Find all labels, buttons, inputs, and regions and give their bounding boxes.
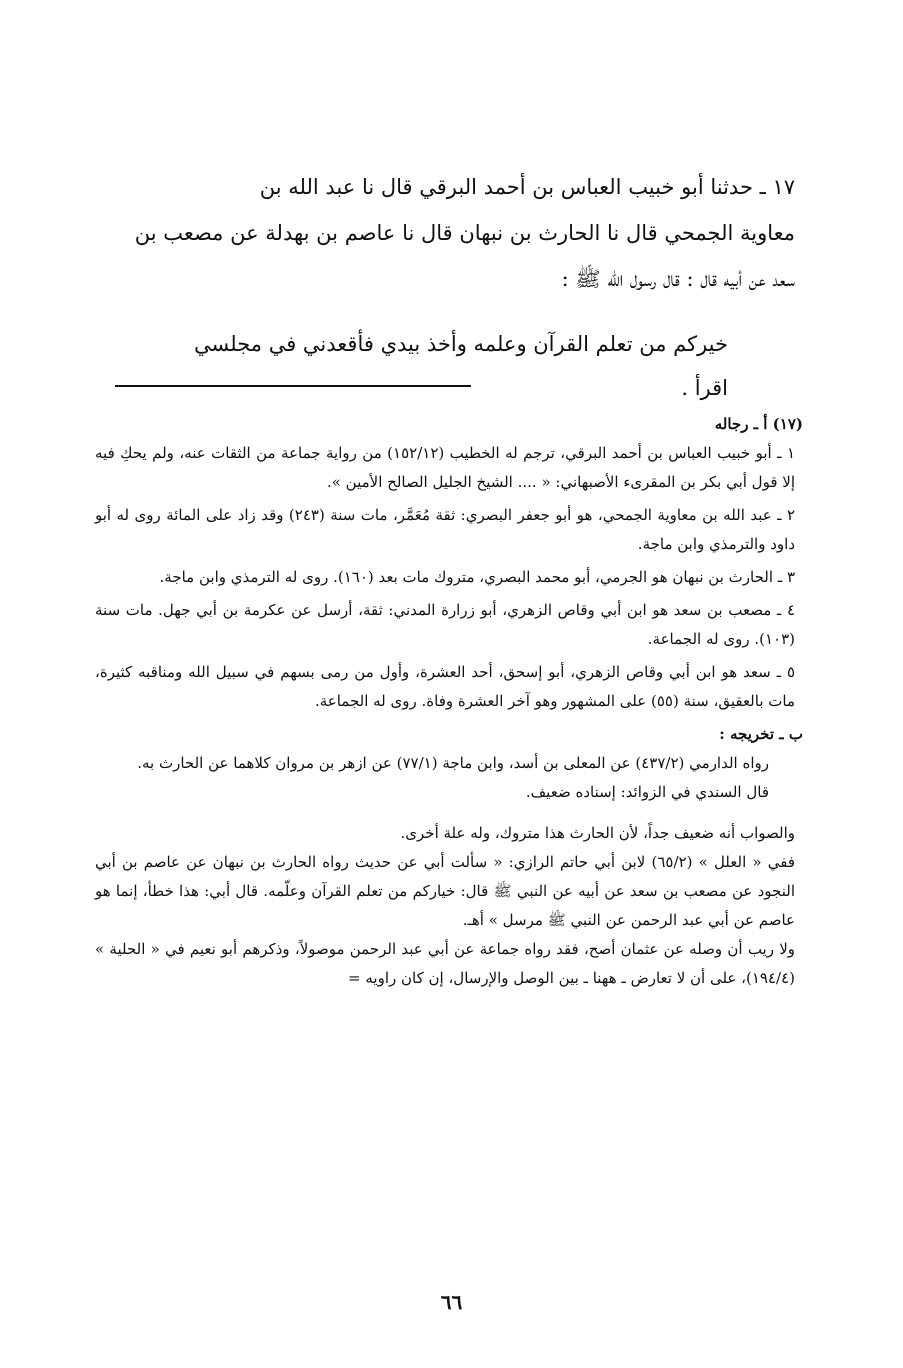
footnotes — [95, 410, 803, 993]
takhrij-paragraph: ولا ريب أن وصله عن عثمان أصح، فقد رواه جماعة عن أبي عبد الرحمن موصولاً، وذكرهم أبو نعيم في « الحلية » (١٩٤/٤)، على أن لا تعارض ـ ههنا ـ بين الوصل والإرسال، إن كان راويه = — [95, 940, 795, 987]
narrator-note: ١ ـ أبو خبيب العباس بن أحمد البرقي، ترجم له الخطيب (١٥٢/١٢) من رواية جماعة من الثقات عنه، ولم يحكِ فيه إلا قول أبي بكر بن المقرىء الأصبهاني: « .... الشيخ الجليل الصالح الأمين ». — [95, 444, 795, 491]
isnad-line-1: ١٧ ـ حدثنا أبو خبيب العباس بن أحمد البرقي قال نا عبد الله بن — [259, 175, 795, 199]
narrator-note: ٢ ـ عبد الله بن معاوية الجمحي، هو أبو جعفر البصري: ثقة مُعَمَّر، مات سنة (٢٤٣) وقد زاد على المائة روى له أبو داود والترمذي وابن ماجة. — [95, 506, 795, 553]
section-b-heading: ب ـ تخريجه : — [719, 725, 803, 743]
takhrij-paragraph: ففي « العلل » (٦٥/٢) لابن أبي حاتم الرازي: « سألت أبي عن حديث رواه الحارث بن نبهان عن عاصم بن أبي النجود عن مصعب بن سعد عن أبيه عن النبي ﷺ قال: خياركم من تعلم القرآن وعلّمه. قال أبي: هذا خطأ، إنما هو عاصم عن أبي عبد الرحمن عن النبي ﷺ مرسل » أهـ. — [95, 853, 795, 929]
narrator-note: ٣ ـ الحارث بن نبهان هو الجرمي، أبو محمد البصري، متروك مات بعد (١٦٠). روى له الترمذي وابن ماجة. — [159, 568, 795, 586]
footnote-divider — [115, 385, 471, 387]
isnad-line-3: سعد عن أبيه قال : قال رسول الله ﷺ : — [561, 267, 795, 291]
page-number: ٦٦ — [440, 1290, 463, 1314]
narrator-note: ٥ ـ سعد هو ابن أبي وقاص الزهري، أبو إسحق، أحد العشرة، وأول من رمى بسهم في سبيل الله ومناقبه كثيرة، مات بالعقيق، سنة (٥٥) على المشهور وهو آخر العشرة وفاة. روى له الجماعة. — [95, 663, 795, 710]
takhrij-paragraph: رواه الدارمي (٤٣٧/٢) عن المعلى بن أسد، وابن ماجة (٧٧/١) عن ازهر بن مروان كلاهما عن الحارث به. — [137, 754, 769, 772]
takhrij-paragraph: قال السندي في الزوائد: إسناده ضعيف. — [525, 783, 769, 801]
isnad-line-2: معاوية الجمحي قال نا الحارث بن نبهان قال نا عاصم بن بهدلة عن مصعب بن — [134, 221, 795, 245]
section-a-heading: (١٧) أ ـ رجاله — [714, 415, 803, 433]
hadith-isnad — [105, 164, 795, 302]
narrator-note: ٤ ـ مصعب بن سعد هو ابن أبي وقاص الزهري، أبو زرارة المدني: ثقة، أرسل عن عكرمة بن أبي جهل. مات سنة (١٠٣). روى له الجماعة. — [95, 601, 795, 648]
takhrij-paragraph: والصواب أنه ضعيف جداً، لأن الحارث هذا متروك، وله علة أخرى. — [400, 824, 795, 842]
hadith-matn: خيركم من تعلم القرآن وعلمه وأخذ بيدي فأقعدني في مجلسي اقرأ . — [194, 332, 728, 400]
